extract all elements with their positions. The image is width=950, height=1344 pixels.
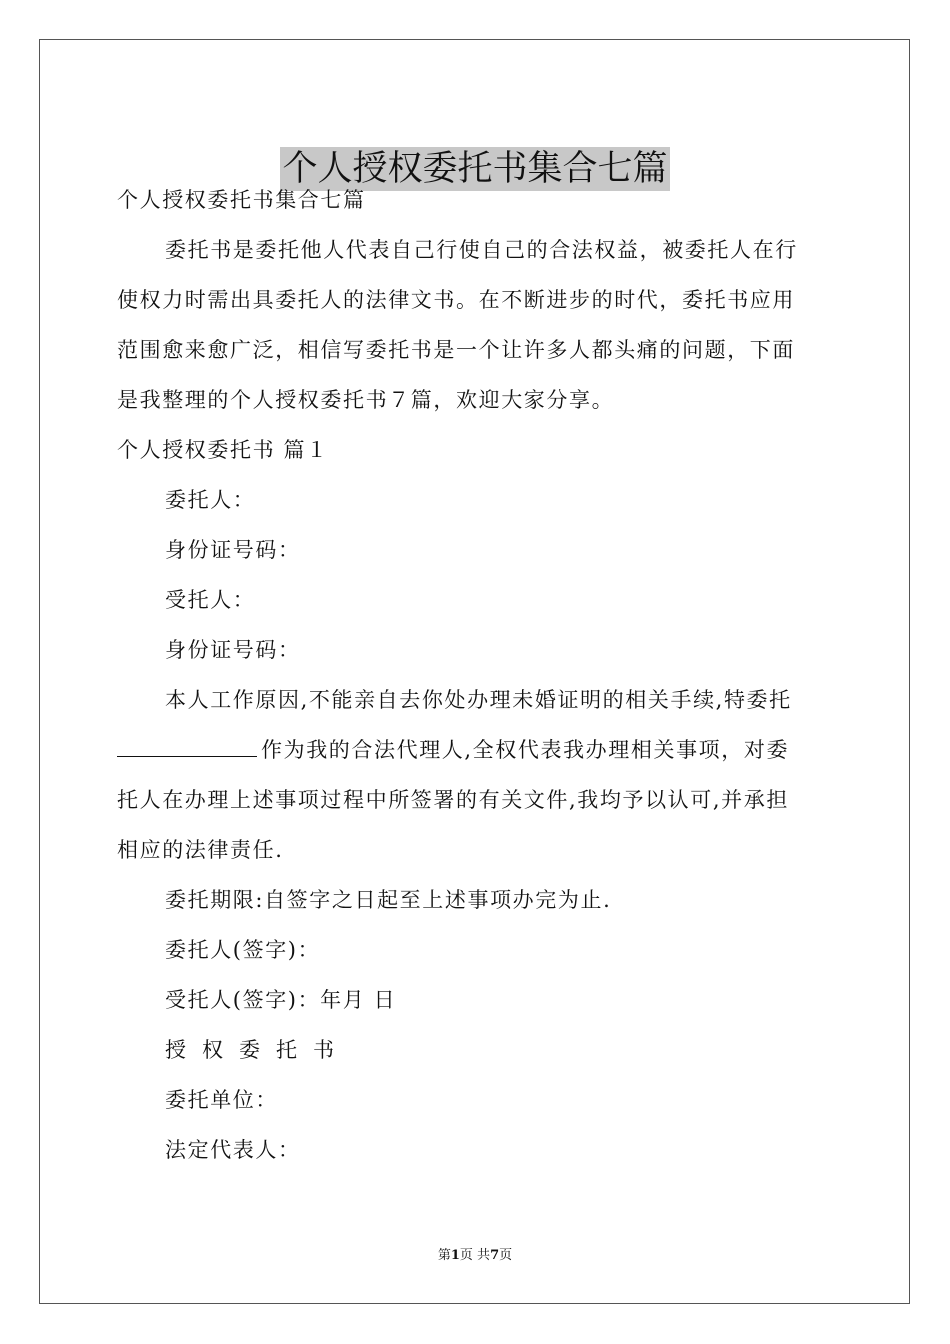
body-line-text: 作为我的合法代理人,全权代表我办理相关事项，对委 [261, 738, 790, 762]
footer-prefix: 第 [437, 1248, 451, 1263]
agent-name-blank [117, 726, 257, 757]
document-subtitle: 个人授权委托书集合七篇 [117, 188, 366, 212]
agent-sign-line: 受托人(签字)：年月 日 [165, 988, 397, 1012]
page-footer [0, 1247, 950, 1265]
intro-line: 范围愈来愈广泛，相信写委托书是一个让许多人都头痛的问题，下面 [117, 338, 795, 362]
footer-total-pages: 7 [490, 1248, 500, 1263]
legal-rep-field: 法定代表人： [165, 1138, 301, 1162]
intro-line: 是我整理的个人授权委托书７篇，欢迎大家分享。 [117, 388, 615, 412]
footer-page-number: 1 [450, 1248, 460, 1263]
body-line: 相应的法律责任. [117, 838, 284, 862]
principal-field: 委托人： [165, 488, 256, 512]
body-line: 托人在办理上述事项过程中所签署的有关文件,我均予以认可,并承担 [117, 788, 789, 812]
section-heading: 个人授权委托书 篇１ [117, 438, 329, 462]
document-body [117, 175, 837, 1175]
principal-sign-line: 委托人(签字)： [165, 938, 321, 962]
principal-id-field: 身份证号码： [165, 538, 301, 562]
document-title: 个人授权委托书集合七篇 [282, 149, 668, 190]
agent-id-field: 身份证号码： [165, 638, 301, 662]
footer-mid: 页 共 [459, 1248, 491, 1263]
body-line-with-blank [117, 725, 837, 775]
footer-suffix: 页 [499, 1248, 513, 1263]
agent-field: 受托人： [165, 588, 256, 612]
intro-line: 委托书是委托他人代表自己行使自己的合法权益，被委托人在行 [165, 238, 798, 262]
body-line: 本人工作原因,不能亲自去你处办理未婚证明的相关手续,特委托 [165, 688, 792, 712]
unit-field: 委托单位： [165, 1088, 278, 1112]
auth-heading: 授权委托书 [165, 1038, 350, 1062]
term-line: 委托期限:自签字之日起至上述事项办完为止. [165, 888, 612, 912]
intro-line: 使权力时需出具委托人的法律文书。在不断进步的时代，委托书应用 [117, 288, 795, 312]
